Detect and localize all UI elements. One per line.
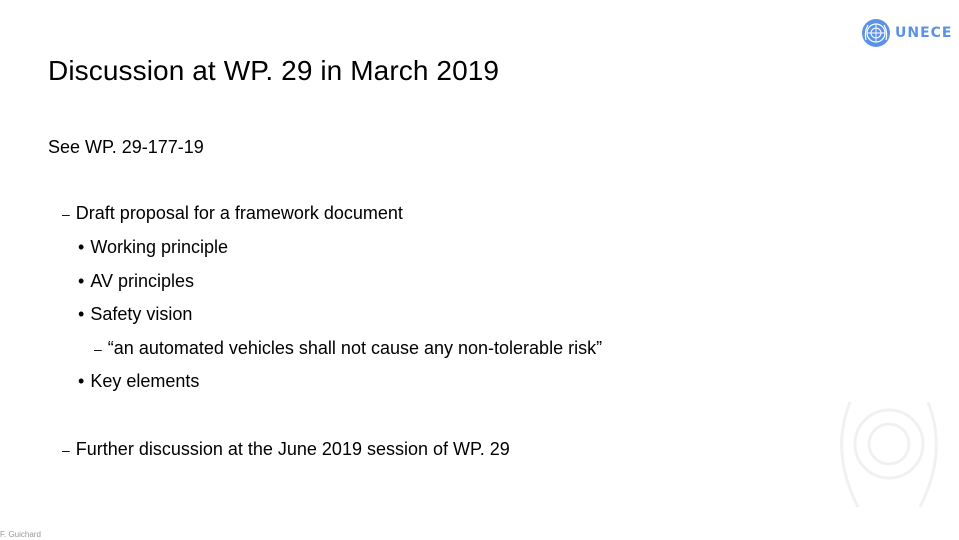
list-item-text: AV principles: [90, 271, 195, 291]
list-item-text: Further discussion at the June 2019 session of WP. 29: [75, 439, 510, 459]
list-item-text: Working principle: [90, 237, 229, 257]
un-wreath-watermark-icon: [828, 382, 948, 522]
slide-title: Discussion at WP. 29 in March 2019: [48, 55, 500, 86]
list-item: [94, 337, 602, 360]
list-item-text: “an automated vehicles shall not cause any non-tolerable risk”: [107, 338, 603, 358]
dash-marker: –: [62, 206, 70, 222]
list-item: [62, 438, 510, 461]
bullet-marker: •: [78, 237, 85, 257]
list-item-text: Draft proposal for a framework document: [75, 203, 403, 223]
list-item: [78, 236, 228, 258]
list-item: [78, 270, 194, 292]
bullet-marker: •: [78, 304, 85, 324]
dash-marker: –: [94, 341, 102, 357]
list-item-text: Safety vision: [90, 304, 193, 324]
dash-marker: –: [62, 442, 70, 458]
logo-text: UNECE: [895, 25, 953, 41]
reference-line: See WP. 29-177-19: [48, 137, 204, 157]
un-emblem-icon: [861, 18, 891, 48]
footer-author: F. Guichard: [0, 530, 41, 539]
list-item: [78, 370, 199, 392]
bullet-marker: •: [78, 371, 85, 391]
list-item-text: Key elements: [90, 371, 200, 391]
list-item: [78, 303, 192, 325]
unece-logo: [861, 18, 953, 48]
list-item: [62, 202, 403, 225]
bullet-marker: •: [78, 271, 85, 291]
